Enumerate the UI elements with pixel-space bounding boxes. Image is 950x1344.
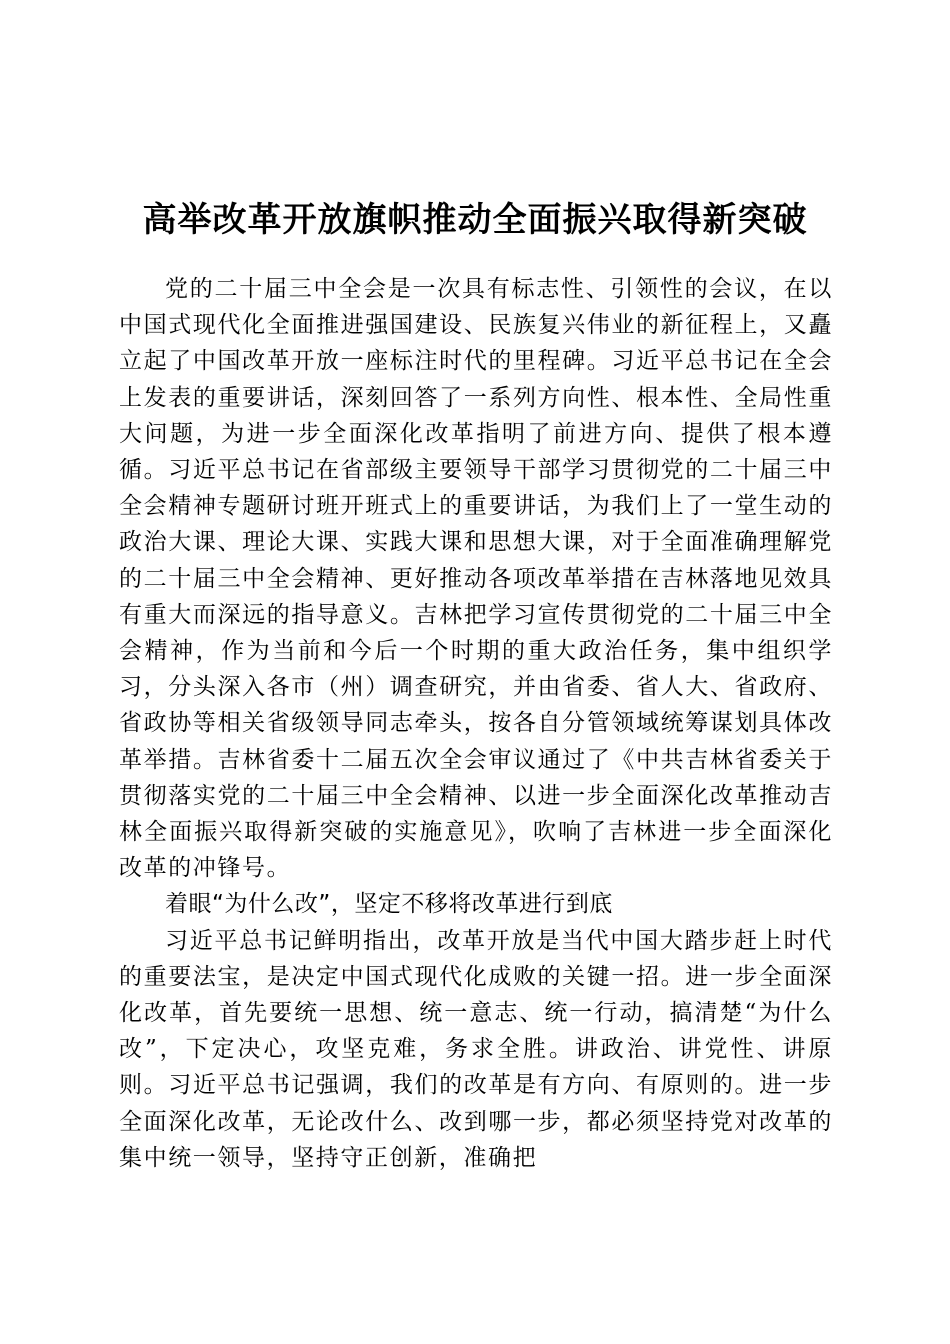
document-body [119, 271, 833, 1176]
document-title: 高举改革开放旗帜推动全面振兴取得新突破 [142, 200, 808, 240]
paragraph-section-one: 习近平总书记鲜明指出，改革开放是当代中国大踏步赶上时代的重要法宝，是决定中国式现代化成败的关键一招。进一步全面深化改革，首先要统一思想、统一意志、统一行动，搞清楚“为什么改”，下定决心，攻坚克难，务求全胜。讲政治、讲党性、讲原则。习近平总书记强调，我们的改革是有方向、有原则的。进一步全面深化改革，无论改什么、改到哪一步，都必须坚持党对改革的集中统一领导，坚持守正创新，准确把 [119, 927, 833, 1171]
section-heading: 着眼“为什么改”，坚定不移将改革进行到底 [165, 891, 613, 918]
paragraph-intro: 党的二十届三中全会是一次具有标志性、引领性的会议，在以中国式现代化全面推进强国建设、民族复兴伟业的新征程上，又矗立起了中国改革开放一座标注时代的里程碑。习近平总书记在全会上发表的重要讲话，深刻回答了一系列方向性、根本性、全局性重大问题，为进一步全面深化改革指明了前进方向、提供了根本遵循。习近平总书记在省部级主要领导干部学习贯彻党的二十届三中全会精神专题研讨班开班式上的重要讲话，为我们上了一堂生动的政治大课、理论大课、实践大课和思想大课，对于全面准确理解党的二十届三中全会精神、更好推动各项改革举措在吉林落地见效具有重大而深远的指导意义。吉林把学习宣传贯彻党的二十届三中全会精神，作为当前和今后一个时期的重大政治任务，集中组织学习，分头深入各市（州）调查研究，并由省委、省人大、省政府、省政协等相关省级领导同志牵头，按各自分管领域统筹谋划具体改革举措。吉林省委十二届五次全会审议通过了《中共吉林省委关于贯彻落实党的二十届三中全会精神、以进一步全面深化改革推动吉林全面振兴取得新突破的实施意见》，吹响了吉林进一步全面深化改革的冲锋号。 [119, 276, 833, 882]
